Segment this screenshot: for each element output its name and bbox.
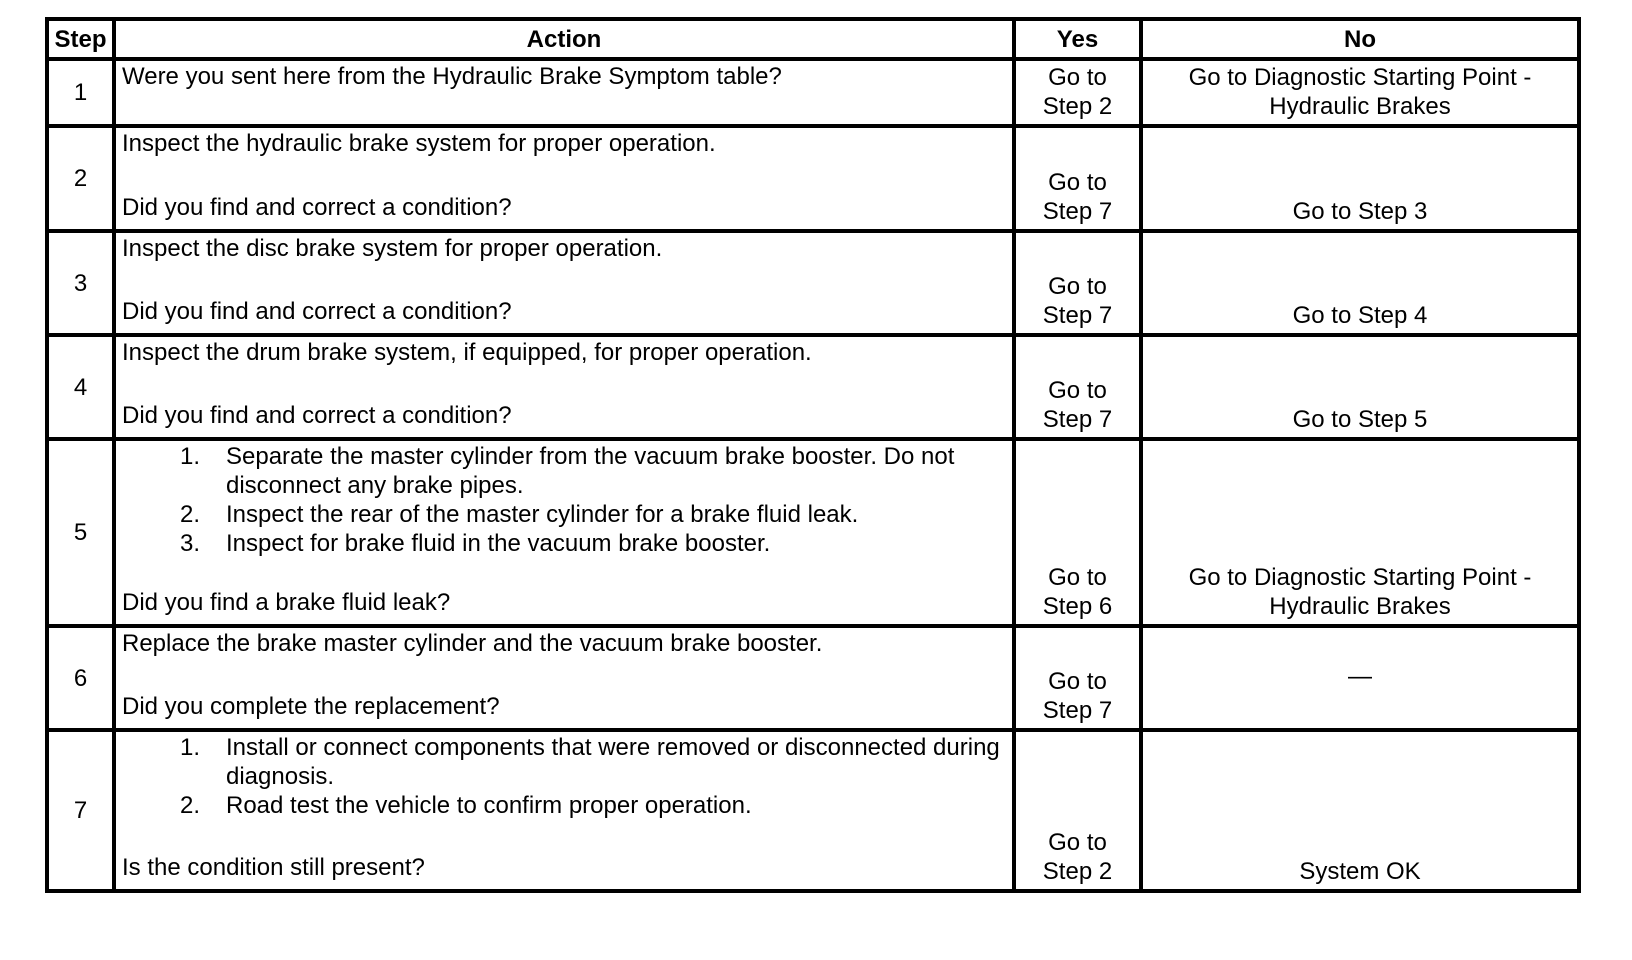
yes-outcome-text: Go to Step 2 (1042, 64, 1113, 120)
list-item-number: 1. (180, 443, 201, 470)
action-cell (114, 626, 1014, 730)
yes-outcome (1014, 59, 1141, 126)
table-row (47, 335, 1579, 439)
table-row (47, 126, 1579, 231)
yes-outcome (1014, 439, 1141, 626)
list-item-number: 3. (180, 530, 201, 557)
no-outcome (1141, 730, 1579, 891)
no-outcome (1141, 231, 1579, 335)
list-item-number: 1. (180, 734, 201, 761)
no-outcome (1141, 335, 1579, 439)
step-number: 4 (47, 335, 114, 439)
step-number: 6 (47, 626, 114, 730)
table-row (47, 626, 1579, 730)
header-no: No (1141, 19, 1579, 59)
yes-outcome-text: Go to Step 7 (1042, 668, 1113, 724)
action-content (122, 338, 1006, 430)
list-item-text: Road test the vehicle to confirm proper operation. (226, 792, 752, 819)
diagnostic-table (45, 17, 1581, 893)
action-cell (114, 59, 1014, 126)
action-instruction: Inspect the disc brake system for proper operation. (122, 235, 663, 262)
list-item-text: Separate the master cylinder from the vacuum brake booster. Do not disconnect any brake pipes. (226, 443, 955, 499)
table-row (47, 439, 1579, 626)
list-item-text: Inspect the rear of the master cylinder for a brake fluid leak. (226, 501, 859, 528)
yes-outcome-text: Go to Step 7 (1042, 377, 1113, 433)
no-outcome-text: System OK (1299, 858, 1421, 885)
action-top (122, 629, 1006, 658)
step-number: 2 (47, 126, 114, 231)
action-content (122, 129, 1006, 222)
no-outcome (1141, 126, 1579, 231)
yes-outcome (1014, 335, 1141, 439)
action-instruction: Inspect the drum brake system, if equipped, for proper operation. (122, 339, 812, 366)
step-number: 7 (47, 730, 114, 891)
no-outcome (1141, 439, 1579, 626)
list-item (180, 529, 1006, 558)
yes-outcome-text: Go to Step 7 (1042, 169, 1113, 225)
action-content (122, 234, 1006, 326)
procedure-list (122, 442, 1006, 558)
no-outcome (1141, 626, 1579, 730)
action-question: Did you find and correct a condition? (122, 298, 512, 325)
action-instruction: Were you sent here from the Hydraulic Brake Symptom table? (122, 63, 782, 90)
action-top (122, 234, 1006, 263)
action-top (122, 442, 1006, 558)
action-top (122, 62, 1006, 91)
list-item-text: Inspect for brake fluid in the vacuum brake booster. (226, 530, 771, 557)
header-action: Action (114, 19, 1014, 59)
action-content (122, 629, 1006, 721)
yes-outcome-text: Go to Step 2 (1042, 829, 1113, 885)
list-item (180, 500, 1006, 529)
action-question: Did you find and correct a condition? (122, 194, 512, 221)
no-outcome-text: Go to Diagnostic Starting Point - Hydraulic Brakes (1188, 564, 1532, 620)
yes-outcome (1014, 126, 1141, 231)
header-row (47, 19, 1579, 59)
table-row (47, 730, 1579, 891)
yes-outcome (1014, 231, 1141, 335)
step-number: 3 (47, 231, 114, 335)
header-yes: Yes (1014, 19, 1141, 59)
action-cell (114, 730, 1014, 891)
action-cell (114, 335, 1014, 439)
action-content (122, 442, 1006, 617)
action-cell (114, 231, 1014, 335)
list-item-text: Install or connect components that were removed or disconnected during diagnosis. (226, 734, 1000, 790)
yes-outcome (1014, 626, 1141, 730)
step-number: 5 (47, 439, 114, 626)
table-row (47, 231, 1579, 335)
action-top (122, 129, 1006, 158)
action-instruction: Replace the brake master cylinder and the vacuum brake booster. (122, 630, 823, 657)
action-top (122, 733, 1006, 820)
table-row (47, 59, 1579, 126)
no-outcome-text: Go to Step 5 (1292, 406, 1428, 433)
no-outcome-text: Go to Diagnostic Starting Point - Hydraulic Brakes (1188, 64, 1532, 120)
no-outcome-text: Go to Step 4 (1292, 302, 1428, 329)
list-item (180, 442, 1006, 500)
list-item-number: 2. (180, 501, 201, 528)
action-question: Is the condition still present? (122, 854, 425, 881)
action-cell (114, 439, 1014, 626)
no-outcome-text: — (1348, 663, 1372, 690)
yes-outcome (1014, 730, 1141, 891)
table-body (47, 59, 1579, 891)
action-top (122, 338, 1006, 367)
action-cell (114, 126, 1014, 231)
yes-outcome-text: Go to Step 7 (1042, 273, 1113, 329)
action-instruction: Inspect the hydraulic brake system for proper operation. (122, 130, 716, 157)
procedure-list (122, 733, 1006, 820)
yes-outcome-text: Go to Step 6 (1042, 564, 1113, 620)
list-item (180, 791, 1006, 820)
step-number: 1 (47, 59, 114, 126)
list-item (180, 733, 1006, 791)
action-question: Did you find and correct a condition? (122, 402, 512, 429)
action-question: Did you complete the replacement? (122, 693, 500, 720)
action-content (122, 62, 1006, 117)
header-step: Step (47, 19, 114, 59)
list-item-number: 2. (180, 792, 201, 819)
no-outcome-text: Go to Step 3 (1292, 198, 1428, 225)
action-question: Did you find a brake fluid leak? (122, 589, 451, 616)
action-content (122, 733, 1006, 882)
no-outcome (1141, 59, 1579, 126)
